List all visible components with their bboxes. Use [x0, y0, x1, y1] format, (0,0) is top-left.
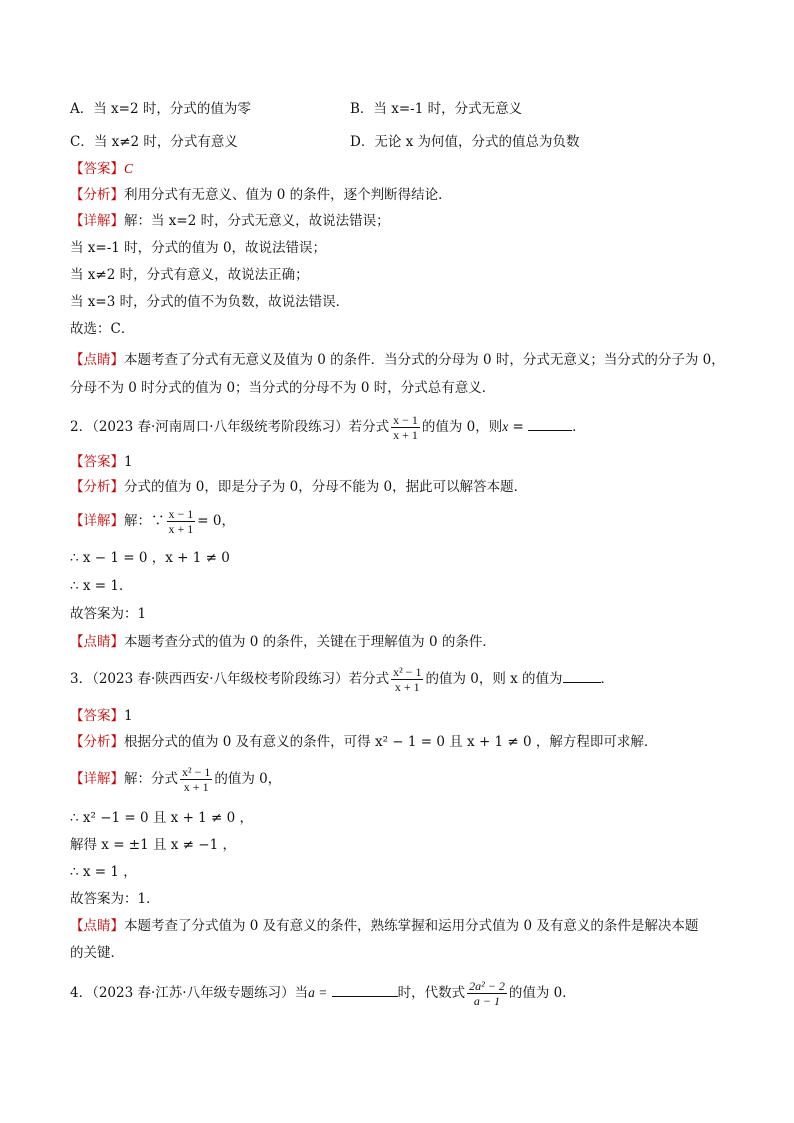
q2-stem-pre: 2．（2023 春·河南周口·八年级统考阶段练习）若分式 [70, 419, 390, 435]
q1-option-d: D．无论 x 为何值，分式的值总为负数 [350, 134, 580, 150]
q3-analysis-text: 根据分式的值为 0 及有意义的条件，可得 x² − 1 = 0 且 x + 1 ≠ 0 ，解方程即可求解． [124, 734, 658, 750]
q4-var: a = [308, 985, 328, 1000]
q3-line3: ∴ x = 1 ， [70, 864, 137, 880]
q1-answer [70, 159, 133, 179]
q2-answer [70, 452, 133, 472]
q3-detail [70, 764, 281, 794]
q3-fraction [391, 665, 423, 694]
q3-detail-fraction [180, 765, 212, 794]
q1-option-b: B．当 x=-1 时，分式无意义 [350, 101, 523, 117]
q2-frac-num: x − 1 [393, 413, 418, 427]
q2-stem-post: 的值为 0，则 [421, 419, 503, 435]
q4-stem-mid: 时，代数式 [397, 985, 466, 1001]
answer-label: 【答案】 [70, 161, 124, 177]
q1-analysis-text: 利用分式有无意义、值为 0 的条件，逐个判断得结论． [124, 187, 452, 203]
q2-line1: ∴ x − 1 = 0 ，x + 1 ≠ 0 [70, 550, 230, 566]
answer-label: 【答案】 [70, 708, 124, 724]
q1-detail-line: 当 x=-1 时，分式的值为 0，故说法错误； [70, 240, 327, 256]
q3-final: 故答案为：1． [70, 891, 160, 907]
q3-comment-text: 的关键． [70, 945, 124, 961]
q2-answer-value: 1 [124, 454, 133, 470]
q1-analysis [70, 185, 452, 205]
q2-stem: 2．（2023 春·河南周口·八年级统考阶段练习）若分式 $\frac{x - 1}{x + 1}$ 的值为 0，则x = ． [70, 413, 586, 442]
q2-detail-post: = 0， [197, 513, 235, 529]
q2-detail [70, 506, 235, 536]
q1-detail-line: 当 x=3 时，分式的值不为负数，故说法错误． [70, 294, 350, 310]
detail-label: 【详解】 [70, 771, 124, 787]
q2-comment-text: 本题考查分式的值为 0 的条件，关键在于理解值为 0 的条件． [124, 634, 496, 650]
q1-answer-value: C [124, 161, 134, 176]
q2-stem-end: ． [572, 419, 586, 435]
q2-detail-frac-den: x + 1 [168, 522, 194, 536]
comment-label: 【点睛】 [70, 918, 124, 934]
q3-answer-blank [563, 668, 601, 683]
q1-option-a: A．当 x=2 时，分式的值为零 [70, 101, 251, 117]
q3-stem-post: 的值为 0，则 x 的值为 [425, 671, 563, 687]
q1-comment [70, 350, 725, 370]
q3-detail-frac-den: x + 1 [183, 780, 209, 794]
q2-detail-frac-num: x − 1 [168, 507, 194, 521]
q4-frac-num: 2a² − 2 [469, 979, 505, 993]
comment-label: 【点睛】 [70, 352, 124, 368]
q3-stem-end: ． [600, 671, 615, 687]
q4-answer-blank [332, 982, 398, 997]
q3-answer [70, 706, 133, 726]
detail-label: 【详解】 [70, 513, 124, 529]
detail-label: 【详解】 [70, 213, 124, 229]
q1-detail-line: 解：当 x=2 时，分式无意义，故说法错误； [124, 213, 390, 229]
comment-label: 【点睛】 [70, 634, 124, 650]
q3-comment [70, 916, 698, 936]
analysis-label: 【分析】 [70, 479, 124, 495]
q1-detail-line: 当 x≠2 时，分式有意义，故说法正确； [70, 267, 309, 283]
q4-stem [70, 978, 576, 1008]
analysis-label: 【分析】 [70, 734, 124, 750]
q2-analysis [70, 477, 527, 497]
q3-frac-den: x + 1 [394, 680, 420, 694]
q2-frac-den: x + 1 [393, 428, 418, 442]
analysis-label: 【分析】 [70, 187, 124, 203]
q1-comment-text: 分母不为 0 时分式的值为 0；当分式的分母不为 0 时，分式总有意义． [70, 380, 496, 396]
q2-comment [70, 632, 496, 652]
q3-stem-pre: 3．（2023 春·陕西西安·八年级校考阶段练习）若分式 [70, 671, 390, 687]
q3-line1: ∴ x² −1 = 0 且 x + 1 ≠ 0 ， [70, 810, 254, 826]
q3-stem [70, 664, 614, 694]
q2-var: x [502, 419, 509, 434]
q3-answer-value: 1 [124, 708, 133, 724]
q2-line2: ∴ x = 1． [70, 578, 133, 594]
q4-fraction [467, 979, 507, 1008]
q4-stem-post: 的值为 0． [508, 985, 576, 1001]
q3-comment-text: 本题考查了分式值为 0 及有意义的条件，熟练掌握和运用分式值为 0 及有意义的条件是解决本题 [124, 918, 699, 934]
q2-answer-blank [528, 416, 572, 431]
q1-option-c: C．当 x≠2 时，分式有意义 [70, 134, 238, 150]
q2-fraction [391, 413, 420, 442]
q3-frac-num: x² − 1 [393, 665, 422, 679]
q3-line2: 解得 x = ±1 且 x ≠ −1 ， [70, 837, 236, 853]
q3-detail-frac-num: x² − 1 [182, 765, 211, 779]
q1-detail [70, 211, 390, 231]
q4-stem-pre: 4．（2023 春·江苏·八年级专题练习）当 [70, 985, 309, 1001]
q2-detail-pre: 解：∵ [124, 513, 165, 529]
q1-comment-text: 本题考查了分式有无意义及值为 0 的条件．当分式的分母为 0 时，分式无意义；当分式的分子为 0， [124, 352, 725, 368]
q2-analysis-text: 分式的值为 0，即是分子为 0，分母不能为 0，据此可以解答本题． [124, 479, 528, 495]
answer-label: 【答案】 [70, 454, 124, 470]
q3-detail-post: 的值为 0， [214, 771, 282, 787]
q4-frac-den: a − 1 [473, 994, 501, 1008]
q2-final: 故答案为：1 [70, 606, 147, 622]
q3-analysis [70, 732, 657, 752]
q1-detail-line: 故选：C． [70, 321, 135, 337]
q2-detail-fraction [167, 507, 196, 536]
q3-detail-pre: 解：分式 [124, 771, 178, 787]
